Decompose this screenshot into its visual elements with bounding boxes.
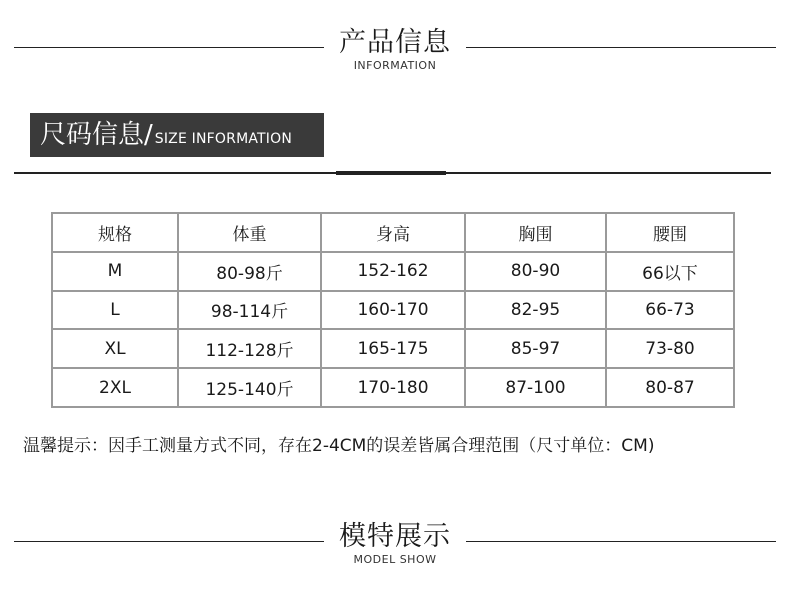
table-cell: 85-97 [465,329,606,368]
table-cell: 98-114斤 [178,291,321,330]
table-cell: 170-180 [321,368,465,407]
table-row [52,329,734,368]
size-info-subtitle: SIZE INFORMATION [154,131,293,147]
header-weight: 体重 [178,213,321,252]
table-cell: 112-128斤 [178,329,321,368]
table-cell: XL [52,329,178,368]
size-info-underline-accent [336,171,446,175]
header-height: 身高 [321,213,465,252]
model-show-title: 模特展示 [339,521,451,552]
table-cell: M [52,252,178,291]
header-bust: 胸围 [465,213,606,252]
header-waist: 腰围 [606,213,734,252]
table-cell: 66以下 [606,252,734,291]
table-cell: 80-98斤 [178,252,321,291]
size-info-title: 尺码信息/ [40,120,153,150]
product-info-subtitle: INFORMATION [353,59,437,72]
header-size: 规格 [52,213,178,252]
table-cell: 87-100 [465,368,606,407]
table-row [52,252,734,291]
table-cell: 80-87 [606,368,734,407]
table-cell: 152-162 [321,252,465,291]
table-cell: 2XL [52,368,178,407]
size-info-banner [30,113,324,157]
table-cell: 80-90 [465,252,606,291]
table-header-row [52,213,734,252]
table-cell: 160-170 [321,291,465,330]
model-show-subtitle: MODEL SHOW [353,553,437,566]
size-table [51,212,735,408]
table-row [52,291,734,330]
model-show-heading [0,521,790,567]
table-cell: L [52,291,178,330]
table-cell: 125-140斤 [178,368,321,407]
measurement-note: 温馨提示：因手工测量方式不同，存在2-4CM的误差皆属合理范围（尺寸单位：CM) [23,436,655,456]
product-info-title: 产品信息 [339,27,451,58]
table-cell: 66-73 [606,291,734,330]
table-cell: 165-175 [321,329,465,368]
product-info-heading [0,27,790,73]
table-cell: 82-95 [465,291,606,330]
table-cell: 73-80 [606,329,734,368]
table-row [52,368,734,407]
